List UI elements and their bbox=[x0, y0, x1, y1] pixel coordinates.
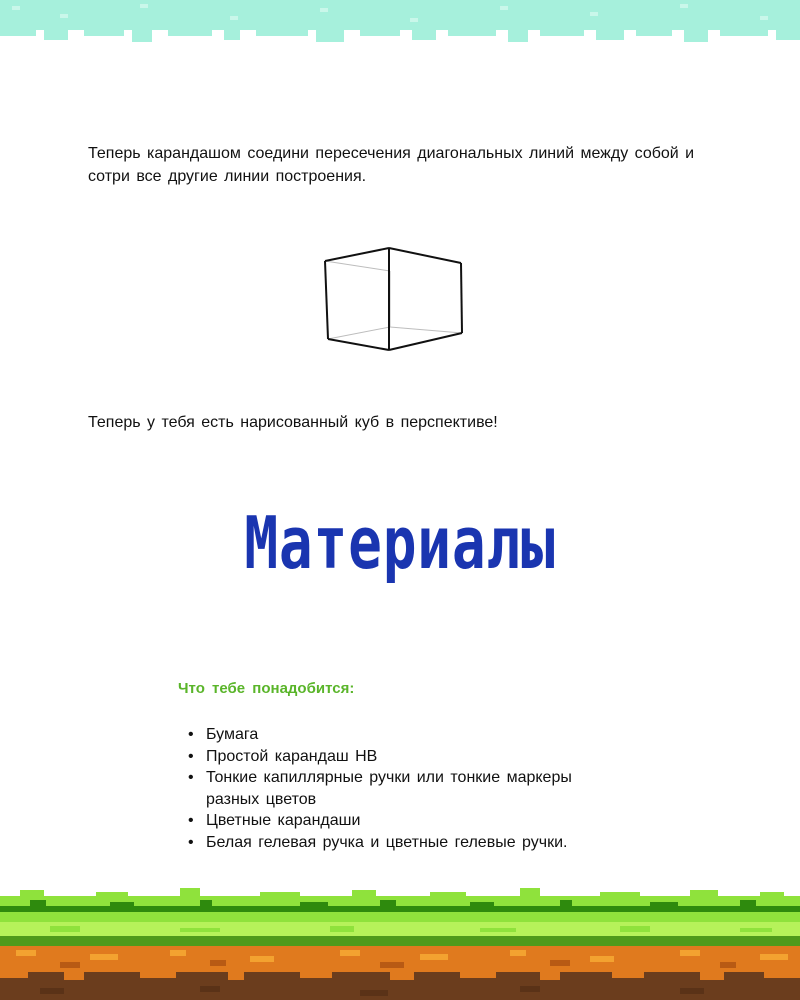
pixel-sky-border bbox=[0, 0, 800, 48]
list-item bbox=[188, 767, 626, 810]
bullet-icon: • bbox=[188, 726, 194, 743]
materials-list bbox=[188, 724, 626, 853]
bullet-icon: • bbox=[188, 747, 194, 765]
list-item-label: Простой карандаш HB bbox=[206, 747, 378, 765]
list-item-label: Цветные карандаши bbox=[206, 812, 361, 829]
list-item bbox=[188, 832, 626, 854]
list-item bbox=[188, 810, 626, 832]
materials-heading: Материалы bbox=[244, 501, 556, 585]
bullet-icon: • bbox=[188, 812, 194, 829]
result-paragraph: Теперь у тебя есть нарисованный куб в перспективе! bbox=[88, 414, 498, 431]
instruction-paragraph: Теперь карандашом соедини пересечения диагональных линий между собой и сотри все другие линии построения. bbox=[88, 145, 695, 185]
bullet-icon: • bbox=[188, 833, 194, 851]
list-item-label: Бумага bbox=[206, 726, 259, 743]
pixel-ground-border bbox=[0, 888, 800, 1000]
list-item-label: Белая гелевая ручка и цветные гелевые ручки. bbox=[206, 833, 568, 851]
bullet-icon: • bbox=[188, 769, 194, 786]
list-item bbox=[188, 724, 626, 746]
list-item bbox=[188, 746, 626, 768]
cube-drawing bbox=[320, 243, 470, 355]
materials-subtitle: Что тебе понадобится: bbox=[178, 680, 355, 697]
list-item-label: Тонкие капиллярные ручки или тонкие маркеры разных цветов bbox=[206, 769, 572, 808]
